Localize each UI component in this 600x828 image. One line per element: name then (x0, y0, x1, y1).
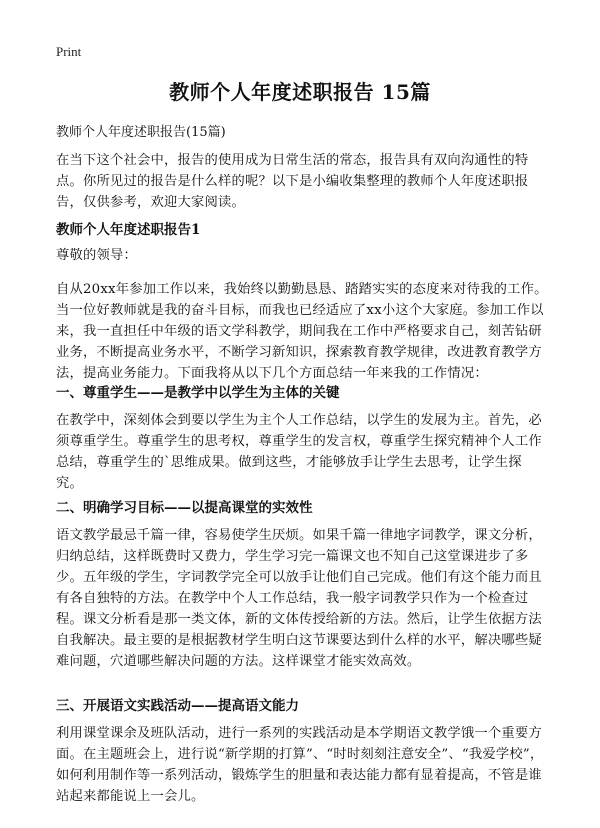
print-link[interactable]: Print (56, 44, 82, 59)
intro-paragraph: 在当下这个社会中，报告的使用成为日常生活的常态，报告具有双向沟通性的特点。你所见过的报告是什么样的呢？以下是小编收集整理的教师个人年度述职报告，仅供参考，欢迎大家阅读。 (56, 153, 529, 210)
page-title: 教师个人年度述职报告 15篇 (169, 80, 431, 104)
section-body-1: 在教学中，深刻体会到要以学生为主个人工作总结，以学生的发展为主。首先，必须尊重学生。尊重学生的思考权，尊重学生的发言权，尊重学生探究精神个人工作总结，尊重学生的`思维成果。做到这些，才能够放手让学生去思考，让学生探究。 (56, 413, 542, 491)
report-heading: 教师个人年度述职报告1 (56, 222, 201, 238)
salutation: 尊敬的领导： (56, 248, 137, 263)
opening-paragraph: 自从20xx年参加工作以来，我始终以勤勤恳恳、踏踏实实的态度来对待我的工作。当一位好教师就是我的奋斗目标，而我也已经适应了xx小这个大家庭。参加工作以来，我一直担任中年级的语文学科教学，期间我在工作中严格要求自己，刻苦钻研业务，不断提高业务水平，不断学习新知识，探索教育教学规律，改进教育教学方法，提高业务能力。下面我将从以下几个方面总结一年来我的工作情况： (56, 282, 548, 381)
section-body-2: 语文教学最忌千篇一律，容易使学生厌烦。如果千篇一律地字词教学，课文分析，归纳总结，这样既费时又费力，学生学习完一篇课文也不知自己这堂课进步了多少。五年级的学生，字词教学完全可以放手让他们自己完成。他们有这个能力而且有各自独特的方法。在教学中个人工作总结，我一般字词教学只作为一个检查过程。课文分析看是那一类文体，新的文体传授给新的方法。然后，让学生依据方法自我解决。最主要的是根据教材学生明白这节课要达到什么样的水平，解决哪些疑难问题，穴道哪些解决问题的方法。这样课堂才能实效高效。 (56, 528, 542, 669)
section-heading-3: 三、开展语文实践活动——提高语文能力 (56, 698, 299, 714)
document-subtitle: 教师个人年度述职报告(15篇) (56, 125, 226, 140)
section-heading-2: 二、明确学习目标——以提高课堂的实效性 (56, 500, 313, 516)
section-body-3: 利用课堂课余及班队活动，进行一系列的实践活动是本学期语文教学饿一个重要方面。在主题班会上，进行说“新学期的打算”、“时时刻刻注意安全”、“我爱学校”，如何利用制作等一系列活动，锻炼学生的胆量和表达能力都有显着提高，不管是谁站起来都能说上一会儿。 (56, 726, 544, 804)
section-heading-1: 一、尊重学生——是教学中以学生为主体的关键 (56, 385, 340, 401)
